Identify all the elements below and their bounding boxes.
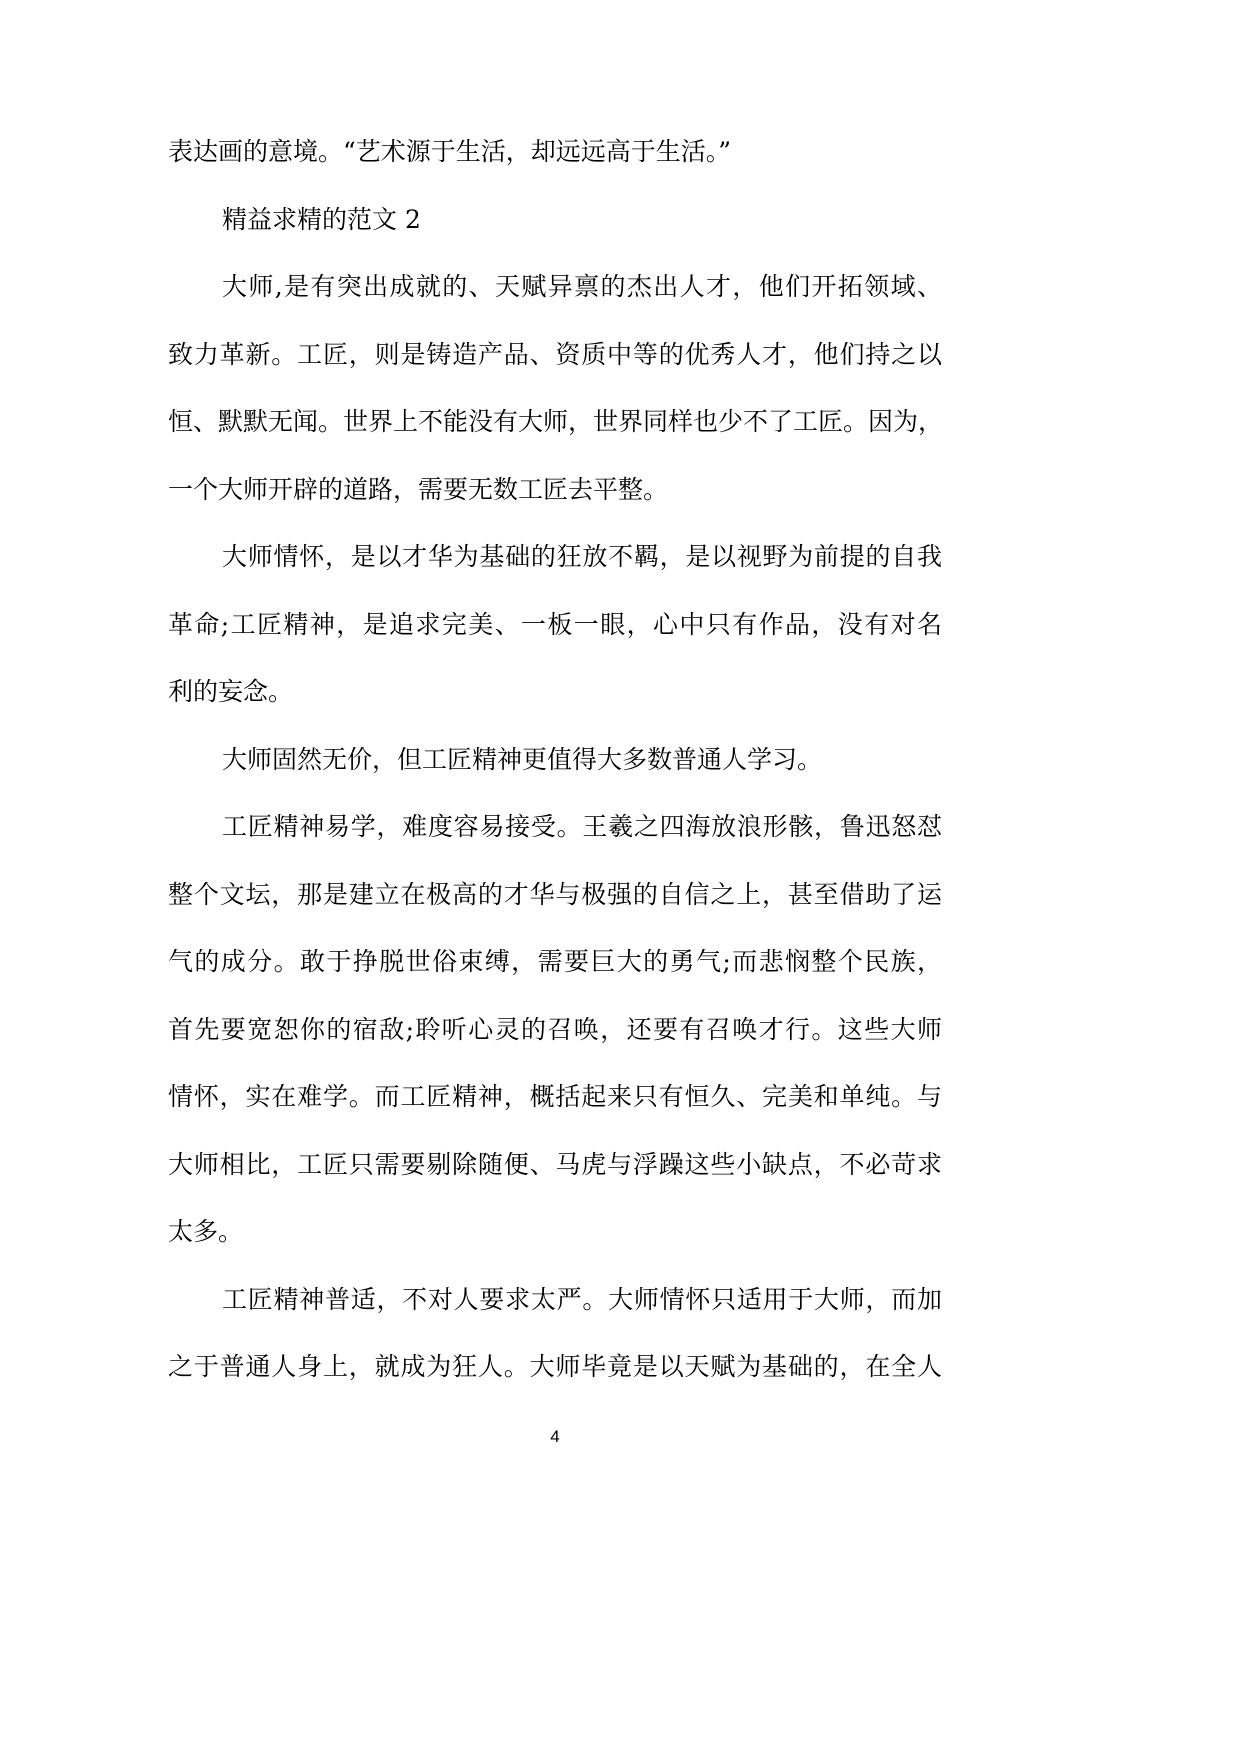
text-line: 气的成分。敢于挣脱世俗束缚，需要巨大的勇气;而悲悯整个民族， [168, 947, 942, 976]
text-line: 一个大师开辟的道路，需要无数工匠去平整。 [168, 474, 669, 504]
paragraph-continued [168, 118, 942, 186]
paragraph-3 [168, 726, 942, 794]
paragraph-1 [168, 253, 942, 523]
text-line: 首先要宽恕你的宿敌;聆听心灵的召唤，还要有召唤才行。这些大师 [168, 1014, 942, 1044]
text-line: 大师固然无价，但工匠精神更值得大多数普通人学习。 [222, 744, 823, 774]
text-line: 之于普通人身上，就成为狂人。大师毕竟是以天赋为基础的，在全人 [168, 1352, 942, 1381]
text-line: 恒、默默无闻。世界上不能没有大师，世界同样也少不了工匠。因为， [168, 407, 944, 436]
text-line: 致力革新。工匠，则是铸造产品、资质中等的优秀人才，他们持之以 [168, 339, 942, 369]
text-line: 太多。 [168, 1217, 244, 1246]
paragraph-2 [168, 523, 942, 726]
text-line: 情怀，实在难学。而工匠精神，概括起来只有恒久、完美和单纯。与 [168, 1082, 942, 1111]
section-heading [168, 186, 942, 254]
body-text [168, 118, 942, 1401]
text-line: 利的妄念。 [168, 677, 294, 706]
text-line: 大师情怀，是以才华为基础的狂放不羁，是以视野为前提的自我 [222, 542, 942, 571]
text-line: 表达画的意境。“艺术源于生活，却远远高于生活。” [168, 137, 732, 166]
heading-text: 精益求精的范文 2 [222, 204, 421, 234]
text-line: 大师相比，工匠只需要剔除随便、马虎与浮躁这些小缺点，不必苛求 [168, 1149, 942, 1179]
text-line: 整个文坛，那是建立在极高的才华与极强的自信之上，甚至借助了运 [168, 879, 942, 909]
text-line: 大师,是有突出成就的、天赋异禀的杰出人才，他们开拓领域、 [222, 272, 942, 301]
paragraph-4 [168, 793, 942, 1266]
paragraph-5 [168, 1266, 942, 1401]
text-line: 工匠精神普适，不对人要求太严。大师情怀只适用于大师，而加 [222, 1284, 942, 1314]
text-line: 革命;工匠精神，是追求完美、一板一眼，心中只有作品，没有对名 [168, 609, 942, 639]
page-number: 4 [550, 1427, 560, 1446]
text-line: 工匠精神易学，难度容易接受。王羲之四海放浪形骸，鲁迅怒怼 [222, 812, 942, 841]
